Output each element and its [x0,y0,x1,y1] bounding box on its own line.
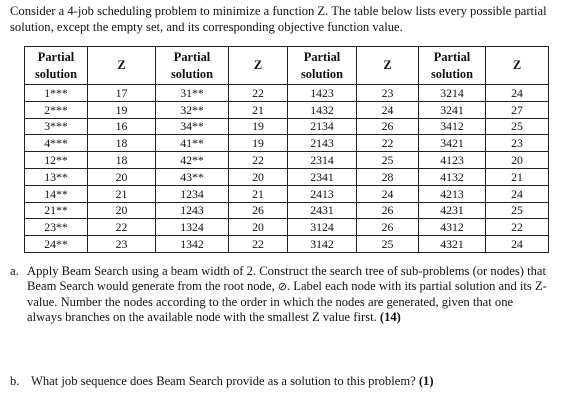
z-value-cell: 24 [486,85,549,102]
table-row [25,202,549,219]
table-row [25,219,549,236]
partial-solution-cell: 1234 [156,185,229,202]
header-partial-solution-3: Partial solution [288,47,357,85]
table-row [25,168,549,185]
z-value-cell: 20 [88,168,156,185]
table-row [25,118,549,135]
partial-solution-cell: 4321 [419,236,486,253]
z-value-cell: 20 [88,202,156,219]
partial-solution-cell: 3142 [288,236,357,253]
z-value-cell: 23 [88,236,156,253]
partial-solution-cell: 42** [156,152,229,169]
z-value-cell: 24 [357,101,419,118]
question-b-points: (1) [418,374,434,388]
partial-solution-cell: 1324 [156,219,229,236]
question-b [10,373,550,389]
partial-solution-cell: 2431 [288,202,357,219]
empty-set-symbol: ⊘ [277,280,287,294]
partial-solution-cell: 4*** [25,135,88,152]
z-value-cell: 21 [229,185,288,202]
header-partial-solution-2: Partial solution [156,47,229,85]
partial-solution-cell: 41** [156,135,229,152]
partial-solution-cell: 1*** [25,85,88,102]
z-value-cell: 25 [357,236,419,253]
table-header-row [25,47,549,85]
partial-solution-cell: 2314 [288,152,357,169]
partial-solution-cell: 2341 [288,168,357,185]
z-value-cell: 22 [229,152,288,169]
z-value-cell: 24 [486,185,549,202]
z-value-cell: 18 [88,135,156,152]
partial-solution-cell: 31** [156,85,229,102]
z-value-cell: 23 [357,85,419,102]
z-value-cell: 19 [88,101,156,118]
header-z-3: Z [357,47,419,85]
z-value-cell: 22 [357,135,419,152]
z-value-cell: 22 [486,219,549,236]
partial-solution-cell: 1243 [156,202,229,219]
z-value-cell: 16 [88,118,156,135]
partial-solution-cell: 13** [25,168,88,185]
question-a-label: a. [10,264,19,278]
partial-solution-cell: 24** [25,236,88,253]
z-value-cell: 20 [229,168,288,185]
z-value-cell: 26 [357,202,419,219]
table-row [25,135,549,152]
question-b-text: What job sequence does Beam Search provide as a solution to this problem? (1) [31,374,434,388]
table-body [25,85,549,253]
z-value-cell: 21 [88,185,156,202]
partial-solution-cell: 4213 [419,185,486,202]
z-value-cell: 19 [229,135,288,152]
z-value-cell: 26 [357,118,419,135]
intro-paragraph: Consider a 4-job scheduling problem to minimize a function Z. The table below lists every possible partial solution, except the empty set, and its corresponding objective function value. [10,4,547,34]
table-row [25,236,549,253]
partial-solution-cell: 3214 [419,85,486,102]
z-value-cell: 21 [229,101,288,118]
question-b-label: b. [10,374,20,388]
partial-solution-cell: 3412 [419,118,486,135]
partial-solution-cell: 14** [25,185,88,202]
z-value-cell: 20 [229,219,288,236]
partial-solution-cell: 1342 [156,236,229,253]
z-value-cell: 19 [229,118,288,135]
table-row [25,152,549,169]
partial-solution-cell: 2143 [288,135,357,152]
z-value-cell: 18 [88,152,156,169]
z-value-cell: 25 [357,152,419,169]
question-a-points: (14) [379,309,401,324]
table-row [25,185,549,202]
header-z-1: Z [88,47,156,85]
partial-solution-table [24,46,549,253]
partial-solution-cell: 1423 [288,85,357,102]
partial-solution-cell: 34** [156,118,229,135]
header-partial-solution-4: Partial solution [419,47,486,85]
partial-solution-cell: 3*** [25,118,88,135]
z-value-cell: 22 [229,236,288,253]
z-value-cell: 26 [357,219,419,236]
header-z-4: Z [486,47,549,85]
z-value-cell: 24 [486,236,549,253]
z-value-cell: 21 [486,168,549,185]
question-a [10,264,550,325]
partial-solution-cell: 3241 [419,101,486,118]
partial-solution-cell: 4132 [419,168,486,185]
partial-solution-cell: 4123 [419,152,486,169]
z-value-cell: 22 [88,219,156,236]
z-value-cell: 23 [486,135,549,152]
partial-solution-cell: 23** [25,219,88,236]
z-value-cell: 20 [486,152,549,169]
z-value-cell: 26 [229,202,288,219]
header-z-2: Z [229,47,288,85]
partial-solution-cell: 4231 [419,202,486,219]
partial-solution-cell: 3124 [288,219,357,236]
z-value-cell: 25 [486,202,549,219]
partial-solution-cell: 4312 [419,219,486,236]
partial-solution-cell: 21** [25,202,88,219]
header-partial-solution-1: Partial solution [25,47,88,85]
partial-solution-cell: 2413 [288,185,357,202]
z-value-cell: 24 [357,185,419,202]
z-value-cell: 25 [486,118,549,135]
partial-solution-cell: 43** [156,168,229,185]
table-row [25,101,549,118]
partial-solution-cell: 12** [25,152,88,169]
partial-solution-cell: 2*** [25,101,88,118]
table-row [25,85,549,102]
partial-solution-cell: 32** [156,101,229,118]
z-value-cell: 22 [229,85,288,102]
question-a-text: Apply Beam Search using a beam width of 2. Construct the search tree of sub-problems (or nodes) that Beam Search would generate from the root node, ⊘. Label each node with its partial solution and its Z-value. Number the nodes according to the order in which the nodes are generated, given that one always branches on the available node with the smallest Z value first. (14) [27,264,547,324]
partial-solution-cell: 1432 [288,101,357,118]
partial-solution-cell: 3421 [419,135,486,152]
z-value-cell: 28 [357,168,419,185]
z-value-cell: 17 [88,85,156,102]
partial-solution-cell: 2134 [288,118,357,135]
z-value-cell: 27 [486,101,549,118]
